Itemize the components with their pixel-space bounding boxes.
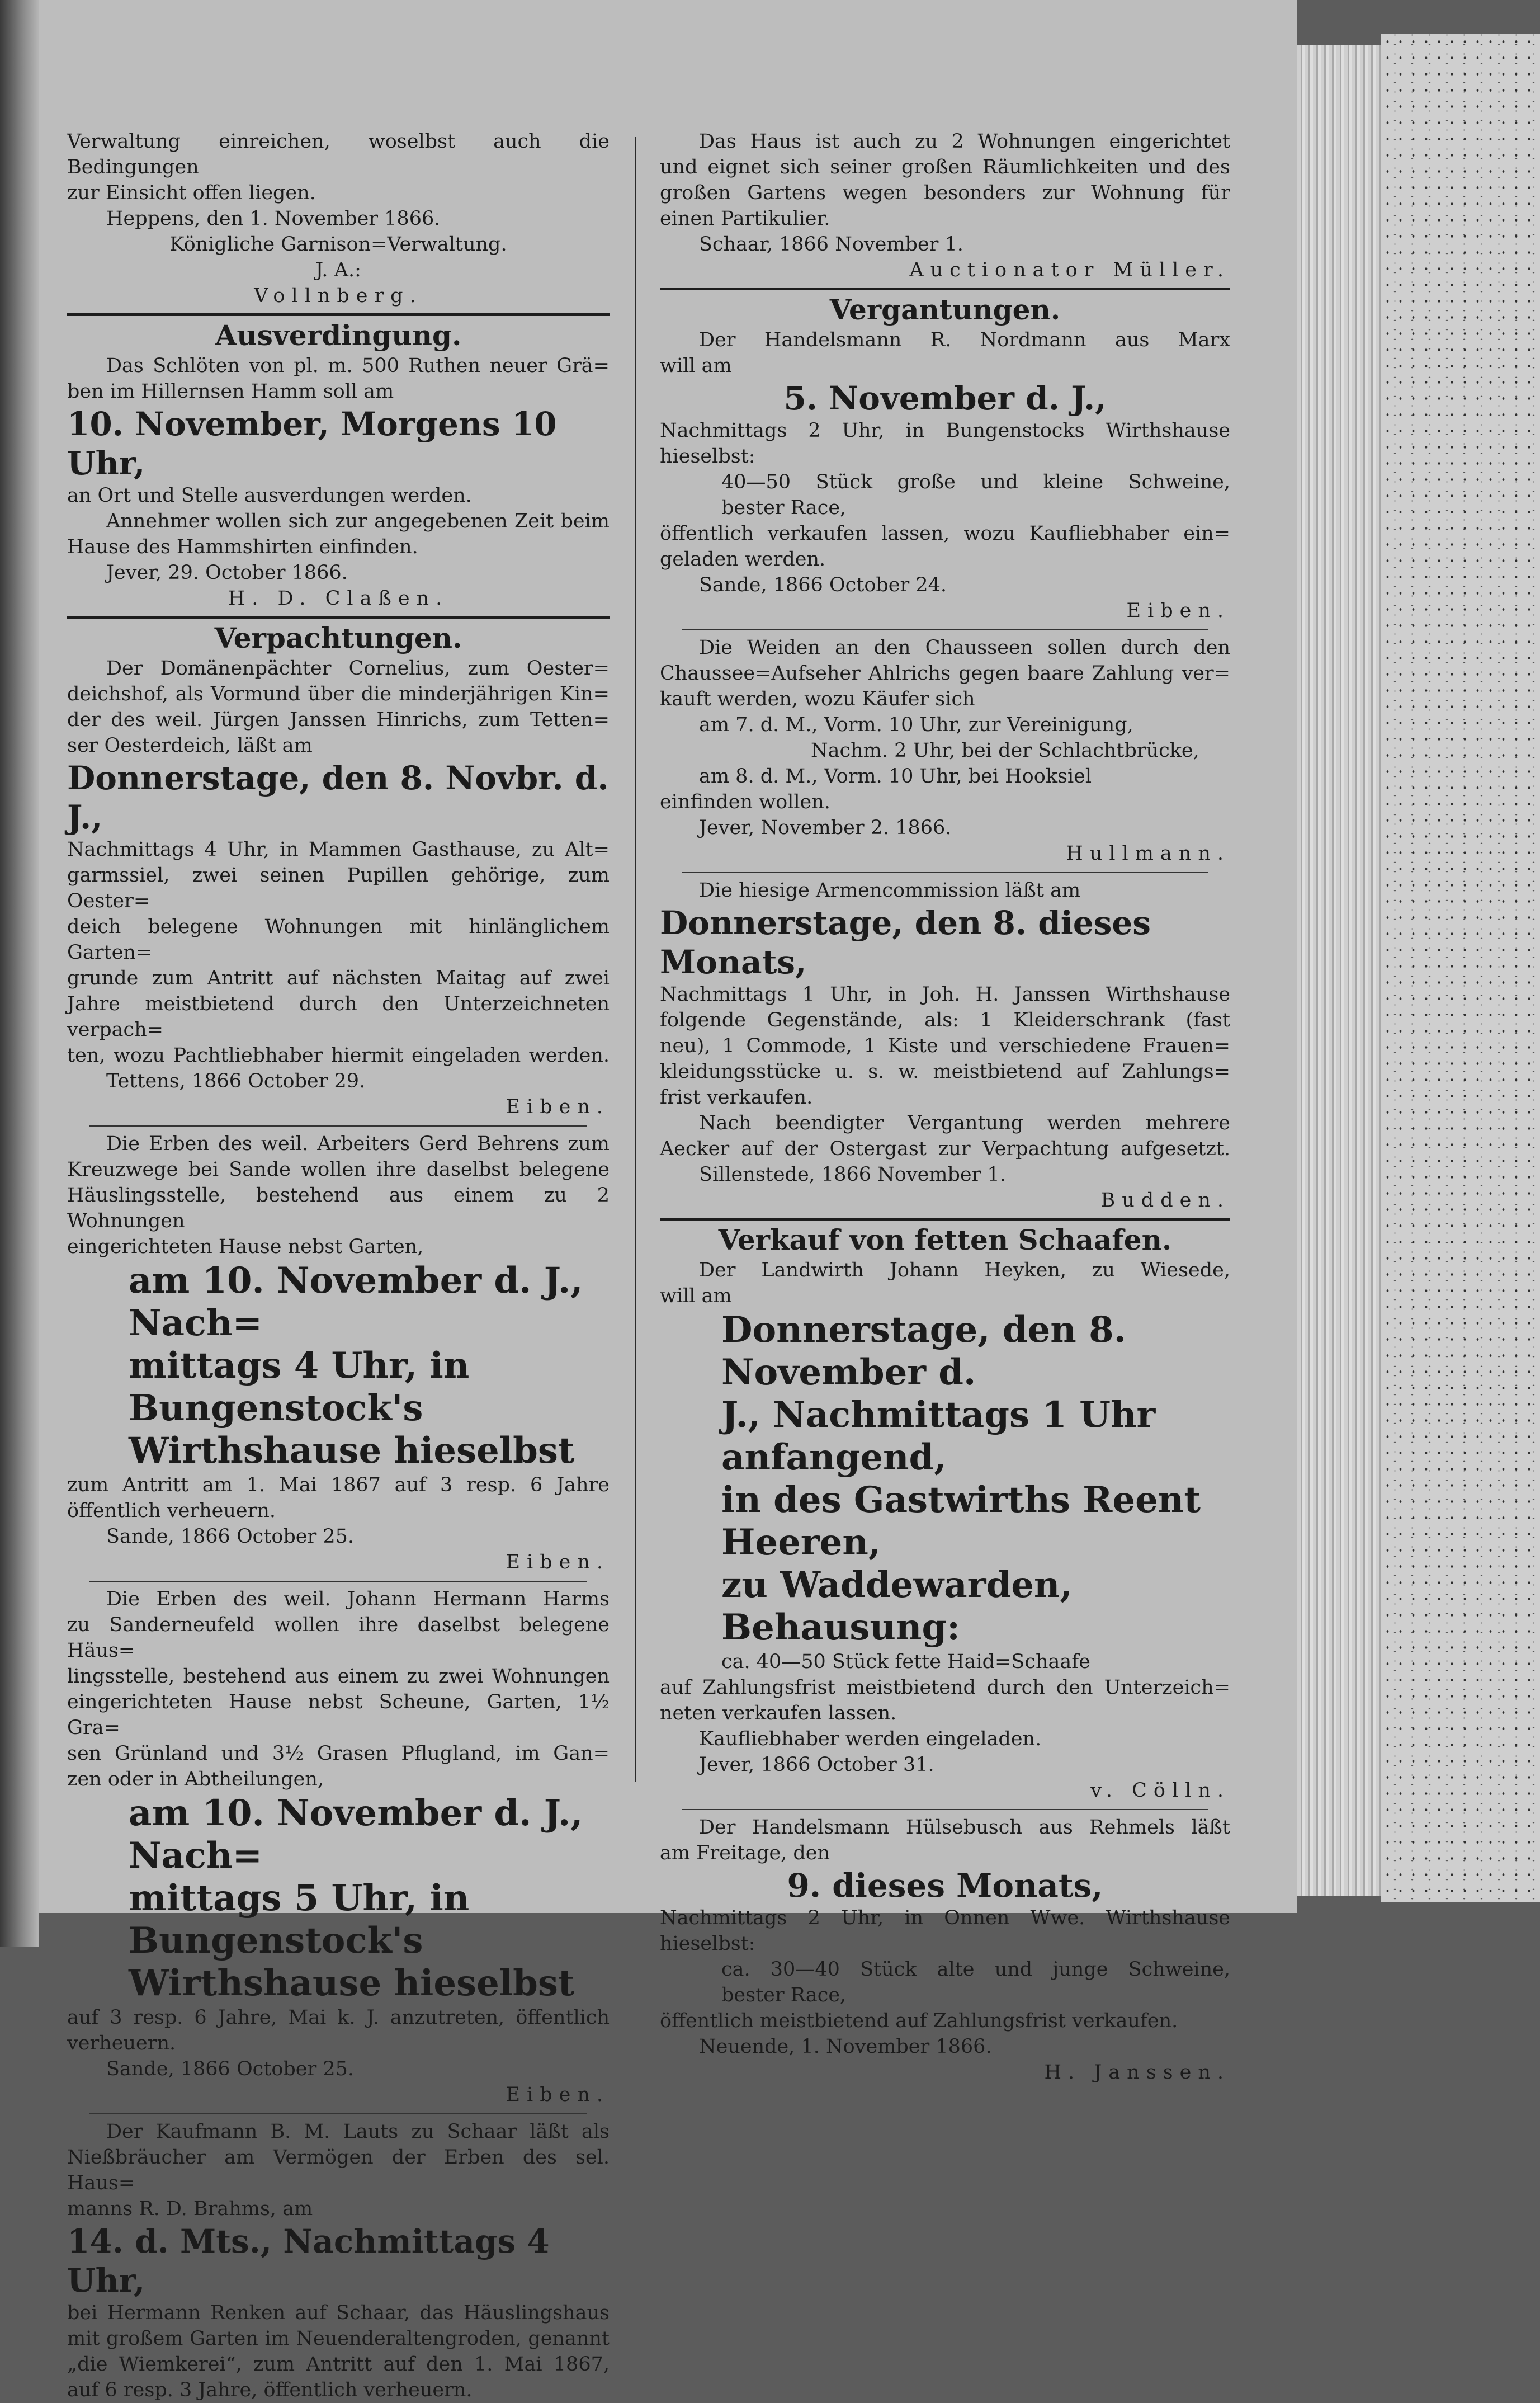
notice-rule xyxy=(89,1581,587,1582)
section-rule xyxy=(67,313,610,316)
place-date: Sande, 1866 October 25. xyxy=(106,2058,355,2080)
text-line: Die Erben des weil. Arbeiters Gerd Behrens zum xyxy=(106,1133,610,1155)
text-line: großen Gartens wegen besonders zur Wohnung für xyxy=(660,182,1230,204)
text-line: mit großem Garten im Neuenderaltengroden, genannt xyxy=(67,2327,610,2350)
highlight-date: Donnerstage, den 8. dieses Monats, xyxy=(660,904,1151,981)
notice-harms xyxy=(67,1586,610,2108)
text-line: Häuslingsstelle, bestehend aus einem zu 2 Wohnungen xyxy=(67,1184,610,1232)
text-line: eingerichteten Hause nebst Scheune, Garten, 1½ Gra= xyxy=(67,1691,610,1739)
notice-rule xyxy=(89,2113,587,2114)
text-line: Nießbräucher am Vermögen der Erben des sel. Haus= xyxy=(67,2146,610,2194)
signature: Hullmann. xyxy=(1066,842,1230,865)
highlight-date: zu Waddewarden, Behausung: xyxy=(721,1564,1073,1648)
text-line: Kreuzwege bei Sande wollen ihre daselbst belegene xyxy=(67,1158,610,1181)
text-line: ten, wozu Pachtliebhaber hiermit eingeladen werden. xyxy=(67,1044,610,1067)
highlight-date: am 10. November d. J., Nach= xyxy=(129,1792,583,1877)
text-line: Chaussee=Aufseher Ahlrichs gegen baare Zahlung ver= xyxy=(660,662,1230,685)
text-line: will am xyxy=(660,1285,732,1307)
notice-ausverdingung xyxy=(67,318,610,611)
text-line: Der Handelsmann R. Nordmann aus Marx xyxy=(699,329,1230,351)
text-line: manns R. D. Brahms, am xyxy=(67,2198,313,2220)
notice-continuation xyxy=(67,129,610,309)
text-line: zen oder in Abtheilungen, xyxy=(67,1768,324,1791)
place-date: Neuende, 1. November 1866. xyxy=(699,2036,992,2058)
book-spine xyxy=(0,0,39,1947)
text-line: neten verkaufen lassen. xyxy=(660,1702,897,1724)
text-line: öffentlich meistbietend auf Zahlungsfrist verkaufen. xyxy=(660,2010,1178,2032)
text-line: bester Race, xyxy=(721,1984,847,2006)
section-rule xyxy=(67,616,610,619)
notice-weiden xyxy=(660,635,1230,866)
signature-prefix: J. A.: xyxy=(315,259,361,281)
text-line: Der Domänenpächter Cornelius, zum Oester= xyxy=(106,657,610,680)
notice-huelsebusch xyxy=(660,1815,1230,2085)
text-line: geladen werden. xyxy=(660,548,826,571)
text-line: ser Oesterdeich, läßt am xyxy=(67,734,313,757)
left-column xyxy=(67,129,610,2403)
text-line: ca. 30—40 Stück alte und junge Schweine, xyxy=(721,1958,1230,1981)
place-date: Schaar, 1866 November 1. xyxy=(699,233,963,256)
notice-rule xyxy=(682,1809,1208,1810)
text-line: sen Grünland und 3½ Grasen Pflugland, im Gan= xyxy=(67,1742,610,1765)
text-line: Nachmittags 4 Uhr, in Mammen Gasthause, zu Alt= xyxy=(67,838,610,861)
notice-armencommission xyxy=(660,878,1230,1213)
text-line: auf 3 resp. 6 Jahre, Mai k. J. anzutreten, öffentlich xyxy=(67,2006,610,2029)
section-heading: Ausverdingung. xyxy=(215,319,462,352)
text-line: Der Handelsmann Hülsebusch aus Rehmels läßt xyxy=(699,1816,1230,1839)
highlight-date: J., Nachmittags 1 Uhr anfangend, xyxy=(721,1394,1156,1478)
signature: Eiben. xyxy=(506,1096,610,1118)
signature: Auctionator Müller. xyxy=(909,259,1230,281)
text-line: hieselbst: xyxy=(660,1933,755,1955)
place-date: Heppens, den 1. November 1866. xyxy=(106,208,441,230)
place-date: Sande, 1866 October 25. xyxy=(106,1525,355,1548)
text-line: hieselbst: xyxy=(660,445,755,468)
highlight-date: mittags 4 Uhr, in Bungenstock's xyxy=(129,1345,470,1429)
text-line: frist verkaufen. xyxy=(660,1086,813,1109)
text-line: Verwaltung einreichen, woselbst auch die Bedingungen xyxy=(67,130,610,178)
place-date: Jever, November 2. 1866. xyxy=(699,817,952,839)
organization: Königliche Garnison=Verwaltung. xyxy=(169,233,507,256)
text-line: Annehmer wollen sich zur angegebenen Zeit beim xyxy=(106,510,610,533)
notice-continuation xyxy=(660,129,1230,283)
text-line: Aecker auf der Ostergast zur Verpachtung aufgesetzt. xyxy=(660,1138,1230,1160)
text-line: auf Zahlungsfrist meistbietend durch den Unterzeich= xyxy=(660,1676,1230,1699)
highlight-date: 10. November, Morgens 10 Uhr, xyxy=(67,405,557,482)
signature: Eiben. xyxy=(506,2084,610,2106)
text-line: der des weil. Jürgen Janssen Hinrichs, zum Tetten= xyxy=(67,709,610,731)
column-divider xyxy=(635,137,636,1782)
text-line: „die Wiemkerei“, zum Antritt auf den 1. Mai 1867, xyxy=(67,2353,610,2376)
place-date: Jever, 1866 October 31. xyxy=(699,1754,934,1776)
text-line: Nachm. 2 Uhr, bei der Schlachtbrücke, xyxy=(811,739,1199,762)
text-line: Jahre meistbietend durch den Unterzeichneten verpach= xyxy=(67,993,610,1041)
highlight-date: mittags 5 Uhr, in Bungenstock's xyxy=(129,1877,470,1962)
right-column xyxy=(660,129,1230,2085)
book-edge-speckled xyxy=(1381,34,1540,1902)
signature: H. Janssen. xyxy=(1044,2061,1230,2084)
signature: v. Cölln. xyxy=(1090,1779,1230,1802)
text-line: am 8. d. M., Vorm. 10 Uhr, bei Hooksiel xyxy=(699,765,1092,788)
text-line: will am xyxy=(660,355,732,377)
text-line: grunde zum Antritt auf nächsten Maitag auf zwei xyxy=(67,967,610,990)
text-line: öffentlich verkaufen lassen, wozu Kaufliebhaber ein= xyxy=(660,522,1230,545)
notice-verpachtungen xyxy=(67,621,610,1120)
text-line: bester Race, xyxy=(721,497,847,519)
text-line: Nach beendigter Vergantung werden mehrere xyxy=(699,1112,1230,1134)
notice-rule xyxy=(682,629,1208,630)
highlight-date: 14. d. Mts., Nachmittags 4 Uhr, xyxy=(67,2222,550,2300)
text-line: öffentlich verheuern. xyxy=(67,1500,276,1522)
text-line: ben im Hillernsen Hamm soll am xyxy=(67,380,394,403)
text-line: garmssiel, zwei seinen Pupillen gehörige, zum Oester= xyxy=(67,864,610,912)
text-line: verheuern. xyxy=(67,2032,176,2055)
text-line: Die Weiden an den Chausseen sollen durch den xyxy=(699,637,1230,659)
signature: H. D. Claßen. xyxy=(228,587,449,610)
place-date: Jever, 29. October 1866. xyxy=(106,562,348,584)
place-date: Sillenstede, 1866 November 1. xyxy=(699,1163,1006,1186)
text-line: und eignet sich seiner großen Räumlichkeiten und des xyxy=(660,156,1230,178)
text-line: 40—50 Stück große und kleine Schweine, xyxy=(721,471,1230,493)
notice-vergantungen xyxy=(660,293,1230,624)
notice-behrens xyxy=(67,1131,610,1575)
text-line: einen Partikulier. xyxy=(660,208,830,230)
signature: Eiben. xyxy=(506,1551,610,1573)
place-date: Sande, 1866 October 24. xyxy=(699,574,947,596)
section-heading: Verkauf von fetten Schaafen. xyxy=(718,1223,1172,1256)
text-line: Der Landwirth Johann Heyken, zu Wiesede, xyxy=(699,1259,1230,1281)
text-line: kleidungsstücke u. s. w. meistbietend auf Zahlungs= xyxy=(660,1061,1230,1083)
highlight-date: in des Gastwirths Reent Heeren, xyxy=(721,1479,1201,1563)
text-line: zu Sanderneufeld wollen ihre daselbst belegene Häus= xyxy=(67,1614,610,1662)
notice-schaafe xyxy=(660,1223,1230,1803)
text-line: einfinden wollen. xyxy=(660,791,830,813)
signature: Eiben. xyxy=(1126,600,1230,622)
text-line: Die Erben des weil. Johann Hermann Harms xyxy=(106,1588,610,1610)
text-line: deichshof, als Vormund über die minderjährigen Kin= xyxy=(67,683,610,705)
text-line: Nachmittags 1 Uhr, in Joh. H. Janssen Wirthshause xyxy=(660,983,1230,1006)
section-rule xyxy=(660,288,1230,290)
signature: Budden. xyxy=(1100,1189,1230,1212)
highlight-date: 5. November d. J., xyxy=(783,379,1107,417)
highlight-date: Wirthshause hieselbst xyxy=(129,1430,575,1472)
text-line: zur Einsicht offen liegen. xyxy=(67,182,316,204)
text-line: Die hiesige Armencommission läßt am xyxy=(699,879,1081,902)
text-line: lingsstelle, bestehend aus einem zu zwei Wohnungen xyxy=(67,1665,610,1688)
section-rule xyxy=(660,1218,1230,1221)
text-line: neu), 1 Commode, 1 Kiste und verschiedene Frauen= xyxy=(660,1035,1230,1057)
text-line: kauft werden, wozu Käufer sich xyxy=(660,688,975,710)
text-line: Nachmittags 2 Uhr, in Bungenstocks Wirthshause xyxy=(660,420,1230,442)
highlight-date: Wirthshause hieselbst xyxy=(129,1962,575,2004)
notice-lauts xyxy=(67,2119,610,2403)
place-date: Tettens, 1866 October 29. xyxy=(106,1070,366,1092)
section-heading: Verpachtungen. xyxy=(214,621,462,654)
section-heading: Vergantungen. xyxy=(829,293,1061,326)
text-line: eingerichteten Hause nebst Garten, xyxy=(67,1236,424,1258)
text-line: Das Haus ist auch zu 2 Wohnungen eingerichtet xyxy=(699,130,1230,153)
notice-rule xyxy=(89,1125,587,1127)
text-line: Hause des Hammshirten einfinden. xyxy=(67,536,418,558)
text-line: auf 6 resp. 3 Jahre, öffentlich verheuern. xyxy=(67,2379,473,2401)
text-line: am Freitage, den xyxy=(660,1842,830,1864)
highlight-date: Donnerstage, den 8. November d. xyxy=(721,1309,1126,1393)
text-line: Kaufliebhaber werden eingeladen. xyxy=(699,1728,1042,1750)
text-line: Der Kaufmann B. M. Lauts zu Schaar läßt als xyxy=(106,2121,610,2143)
text-line: an Ort und Stelle ausverdungen werden. xyxy=(67,484,472,507)
highlight-date: am 10. November d. J., Nach= xyxy=(129,1260,583,1344)
text-line: zum Antritt am 1. Mai 1867 auf 3 resp. 6 Jahre xyxy=(67,1474,610,1496)
text-line: Nachmittags 2 Uhr, in Onnen Wwe. Wirthshause xyxy=(660,1907,1230,1929)
text-line: am 7. d. M., Vorm. 10 Uhr, zur Vereinigung, xyxy=(699,714,1133,736)
text-line: deich belegene Wohnungen mit hinlänglichem Garten= xyxy=(67,916,610,964)
notice-rule xyxy=(682,872,1208,873)
highlight-date: Donnerstage, den 8. Novbr. d. J., xyxy=(67,759,609,836)
text-line: bei Hermann Renken auf Schaar, das Häuslingshaus xyxy=(67,2302,610,2324)
highlight-date: 9. dieses Monats, xyxy=(787,1867,1103,1905)
text-line: ca. 40—50 Stück fette Haid=Schaafe xyxy=(721,1651,1090,1673)
text-line: Das Schlöten von pl. m. 500 Ruthen neuer Grä= xyxy=(106,355,610,377)
signature: Vollnberg. xyxy=(254,285,423,307)
text-line: folgende Gegenstände, als: 1 Kleiderschrank (fast xyxy=(660,1009,1230,1031)
